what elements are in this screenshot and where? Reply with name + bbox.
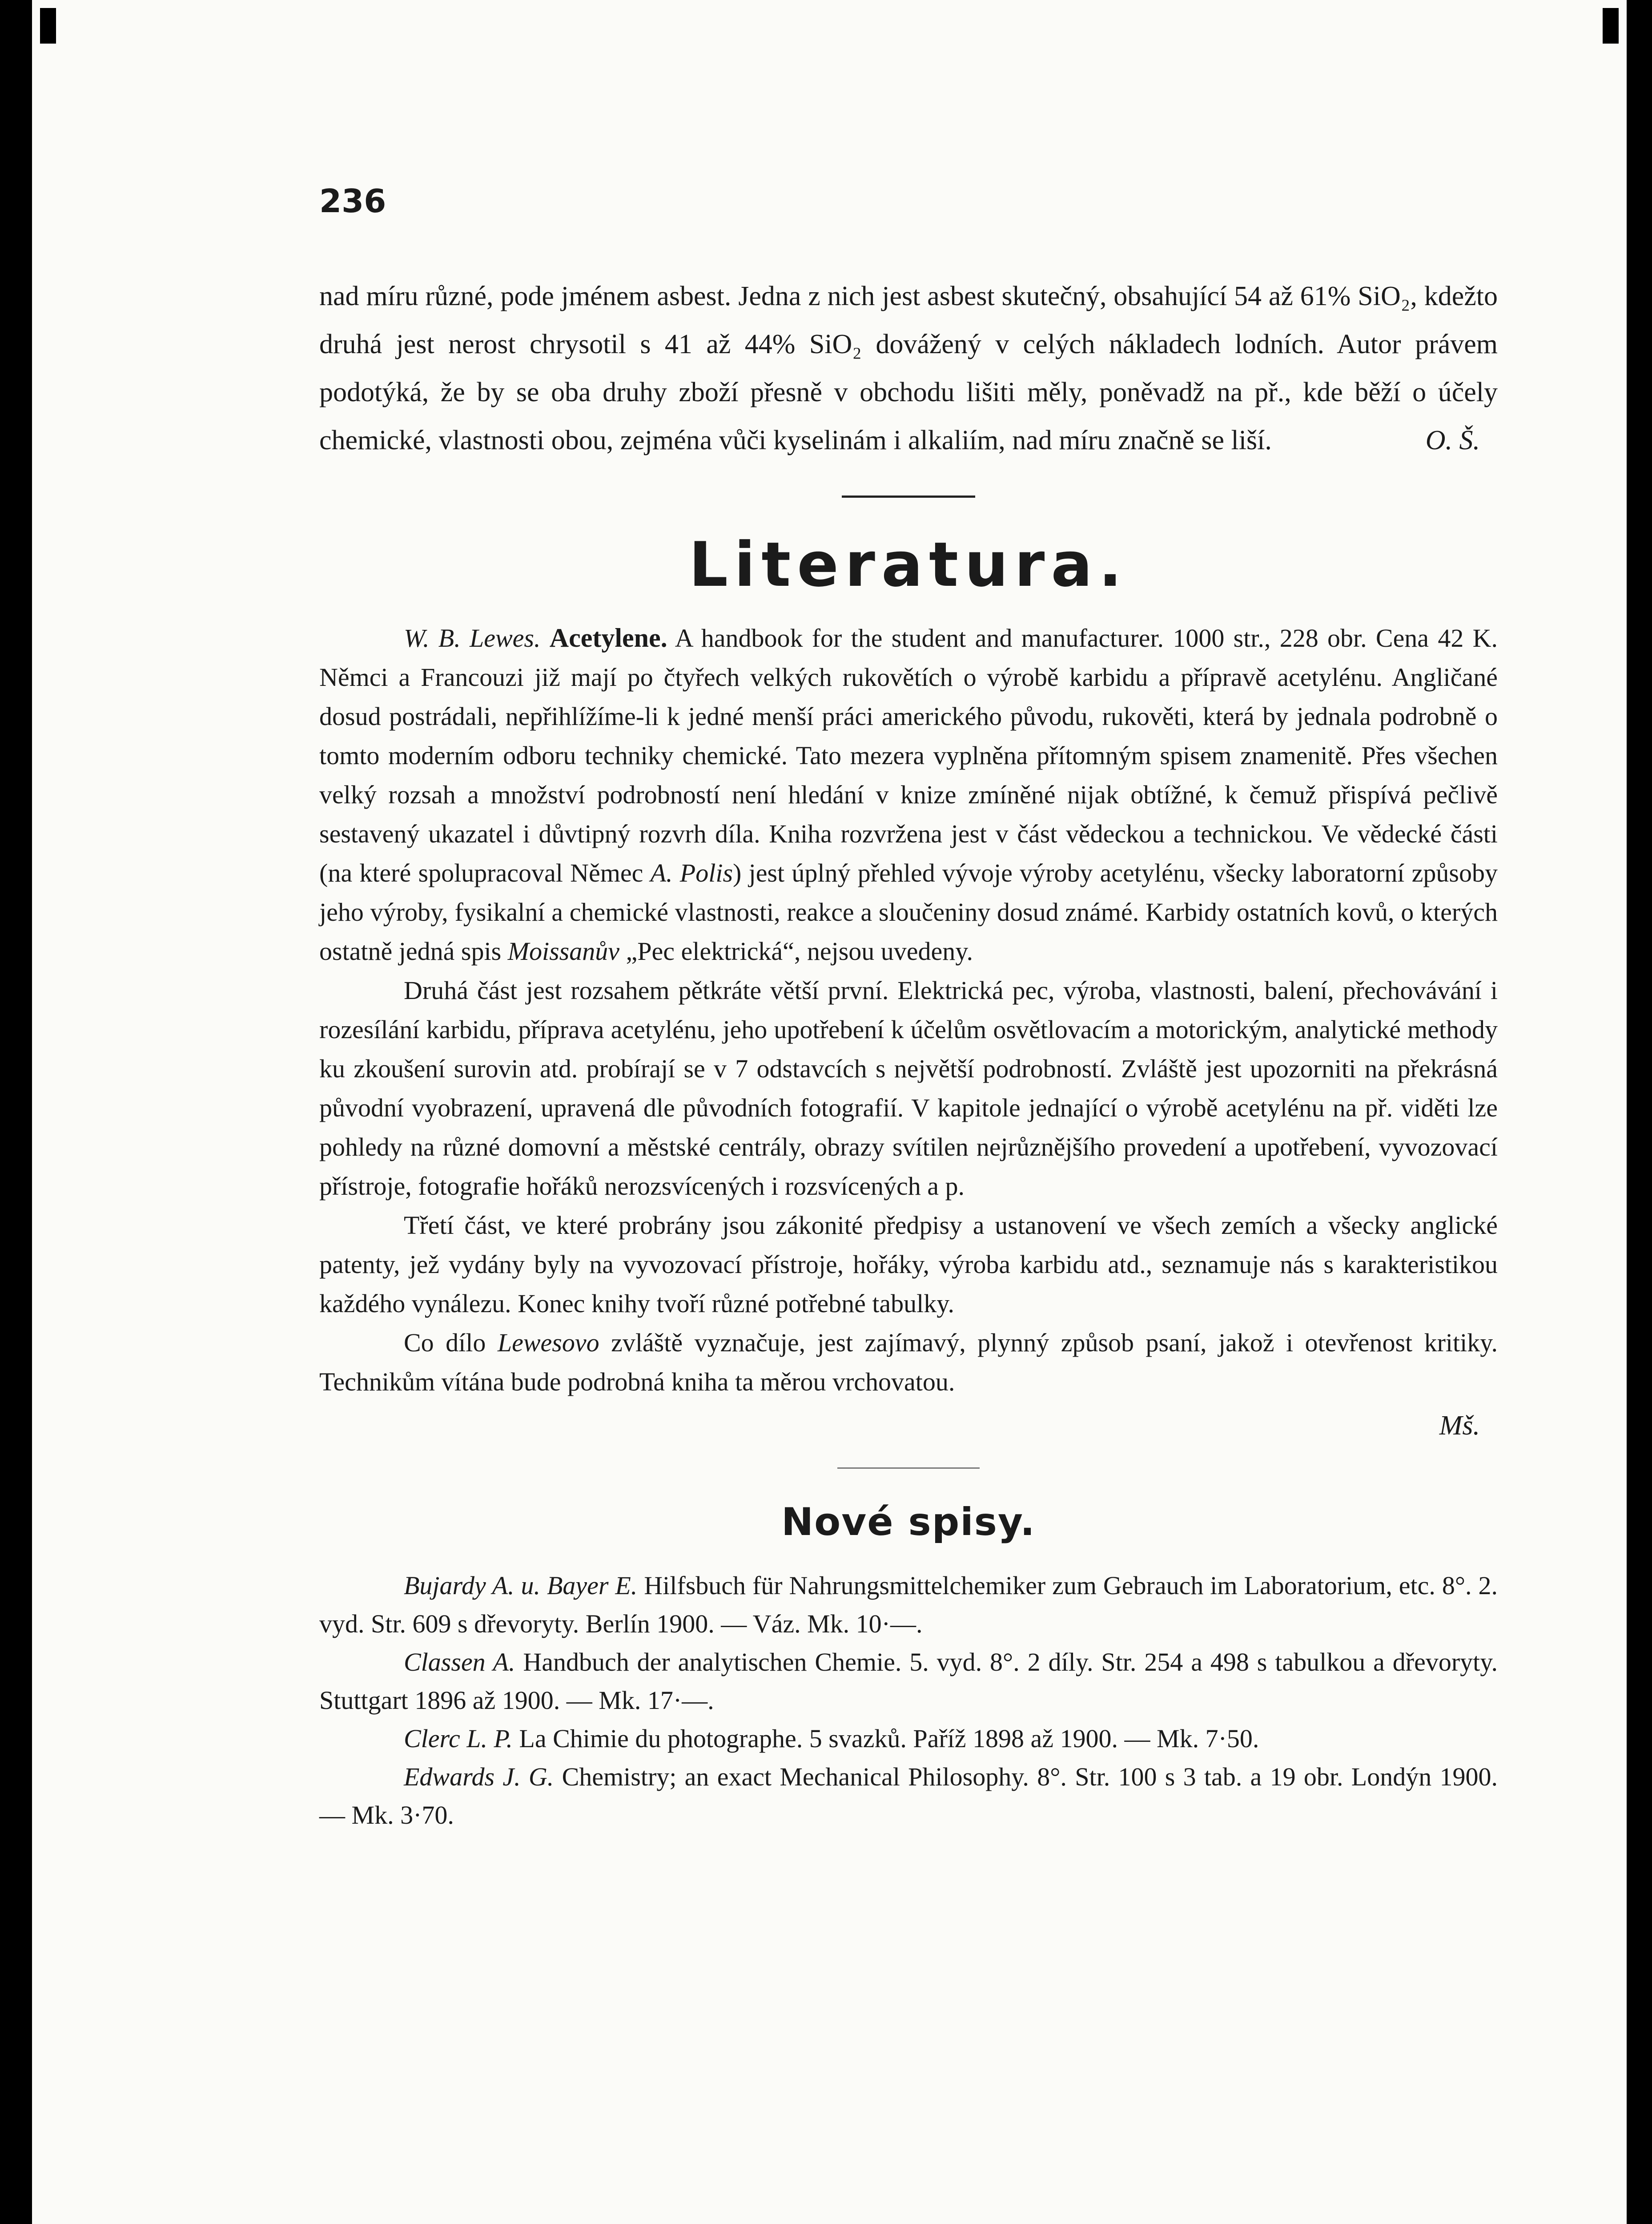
page-content: [319, 182, 1498, 1834]
nove-spisy-heading: Nové spisy.: [781, 1500, 1036, 1544]
book-description: Handbuch der analytischen Chemie. 5. vyd. 8°. 2 díly. Str. 254 a 498 s tabulkou a dřevoryty. Stuttgart 1896 až 1900. — Mk. 17·—.: [319, 1648, 1498, 1715]
scanned-page: [32, 0, 1627, 2224]
review-paragraph-4: [319, 1323, 1498, 1402]
review-name-lewes: Lewesovo: [497, 1328, 599, 1357]
literatura-heading: Literatura.: [689, 529, 1128, 600]
book-entry: [319, 1643, 1498, 1720]
review-paragraph-2: Druhá část jest rozsahem pětkráte větší první. Elektrická pec, výroba, vlastnosti, balení, přechovávání i rozesílání karbidu, příprava acetylénu, jeho upotřebení k účelům osvětlovacím a motorickým, analytické methody ku zkoušení surovin atd. probírají se v 7 odstavcích s největší podrobností. Zvláště jest upozorniti na překrásná původní vyobrazení, upravená dle původních fotografií. V kapitole jednající o výrobě acetylénu na př. viděti lze pohledy na různé domovní a městské centrály, obrazy svítilen nejrůznějšího provedení a upotřebení, vyvozovací přístroje, fotografie hořáků nerozsvícených i rozsvícených a p.: [319, 976, 1498, 1201]
review-signature-row: [319, 1402, 1498, 1450]
book-description: Hilfsbuch für Nahrungsmittelchemiker zum Gebrauch im Laboratorium, etc. 8°. 2. vyd. Str. 609 s dřevoryty. Berlín 1900. — Váz. Mk. 10·—.: [319, 1571, 1498, 1638]
book-entry: [319, 1758, 1498, 1834]
book-author: Bujardy A. u. Bayer E.: [404, 1571, 638, 1600]
review-text-1a: A handbook for the student and manufacturer. 1000 str., 228 obr. Cena 42 K. Němci a Francouzi již mají po čtyřech velkých rukovětích o výrobě karbidu a přípravě acetylénu. Angličané dosud postrádali, nepřihlížíme-li k jedné menší práci amerického původu, rukověti, která by jednala podrobně o tomto moderním odboru techniky chemické. Tato mezera vyplněna přítomným spisem znamenitě. Přes všechen velký rozsah a množství podrobností není hledání v knize zmíněné nijak obtížné, k čemuž přispívá pečlivě sestavený ukazatel i důvtipný rozvrh díla. Kniha rozvržena jest v část vědeckou a technickou. Ve vědecké části (na které spolupracoval Němec: [319, 624, 1498, 887]
book-author: Edwards J. G.: [404, 1762, 554, 1791]
book-entry: [319, 1567, 1498, 1643]
review-paragraph-3: Třetí část, ve které probrány jsou zákonité předpisy a ustanovení ve všech zemích a všecky anglické patenty, jež vydány byly na vyvozovací přístroje, hořáky, výroba karbidu atd., seznamuje nás s karakteristikou každého vynálezu. Konec knihy tvoří různé potřebné tabulky.: [319, 1211, 1498, 1318]
review-text-4b: zvláště vyznačuje, jest zajímavý, plynný způsob psaní, jakož i otevřenost kritiky. Technikům vítána bude podrobná kniha ta měrou vrchovatou.: [319, 1328, 1498, 1396]
scan-mark-right: [1603, 8, 1619, 44]
book-description: La Chimie du photographe. 5 svazků. Paříž 1898 až 1900. — Mk. 7·50.: [519, 1724, 1259, 1753]
intro-signature: O. Š.: [1425, 425, 1480, 455]
intro-paragraph: nad míru různé, pode jménem asbest. Jedna z nich jest asbest skutečný, obsahující 54 až 61% SiO₂, kdežto druhá jest nerost chrysotil s 41 až 44% SiO₂ dovážený v celých nákladech lodních. Autor právem podotýká, že by se oba druhy zboží přesně v obchodu lišiti měly, poněvadž na př., kde běží o účely chemické, vlastnosti obou, zejména vůči kyselinám i alkaliím, nad míru značně se liší.: [319, 281, 1498, 455]
review-text-1b: ) jest úplný přehled vývoje výroby acetylénu, všecky laboratorní způsoby jeho výroby, fysikalní a chemické vlastnosti, reakce a sloučeniny dosud známé. Karbidy ostatních kovů, o kterých ostatně jedná spis: [319, 858, 1498, 966]
review-paragraph-1: [319, 618, 1498, 971]
review-text-1c: „Pec elektrická“, nejsou uvedeny.: [626, 937, 973, 966]
book-entry: [319, 1720, 1498, 1758]
review-name-polis: A. Polis: [650, 858, 733, 887]
section-divider: [842, 496, 975, 498]
section-divider-2: [837, 1467, 980, 1469]
page-number: 236: [319, 182, 386, 220]
scan-mark-left: [40, 8, 56, 44]
book-author: Clerc L. P.: [404, 1724, 513, 1753]
review-title: Acetylene.: [549, 623, 667, 653]
review-name-moissan: Moissanův: [507, 937, 619, 966]
book-description: Chemistry; an exact Mechanical Philosophy. 8°. Str. 100 s 3 tab. a 19 obr. Londýn 1900. — Mk. 3·70.: [319, 1762, 1498, 1829]
review-author: W. B. Lewes.: [404, 624, 541, 653]
review-text-4a: Co dílo: [404, 1328, 486, 1357]
new-books-list: [319, 1567, 1498, 1834]
review-signature: Mš.: [1439, 1410, 1480, 1441]
book-author: Classen A.: [404, 1648, 515, 1676]
